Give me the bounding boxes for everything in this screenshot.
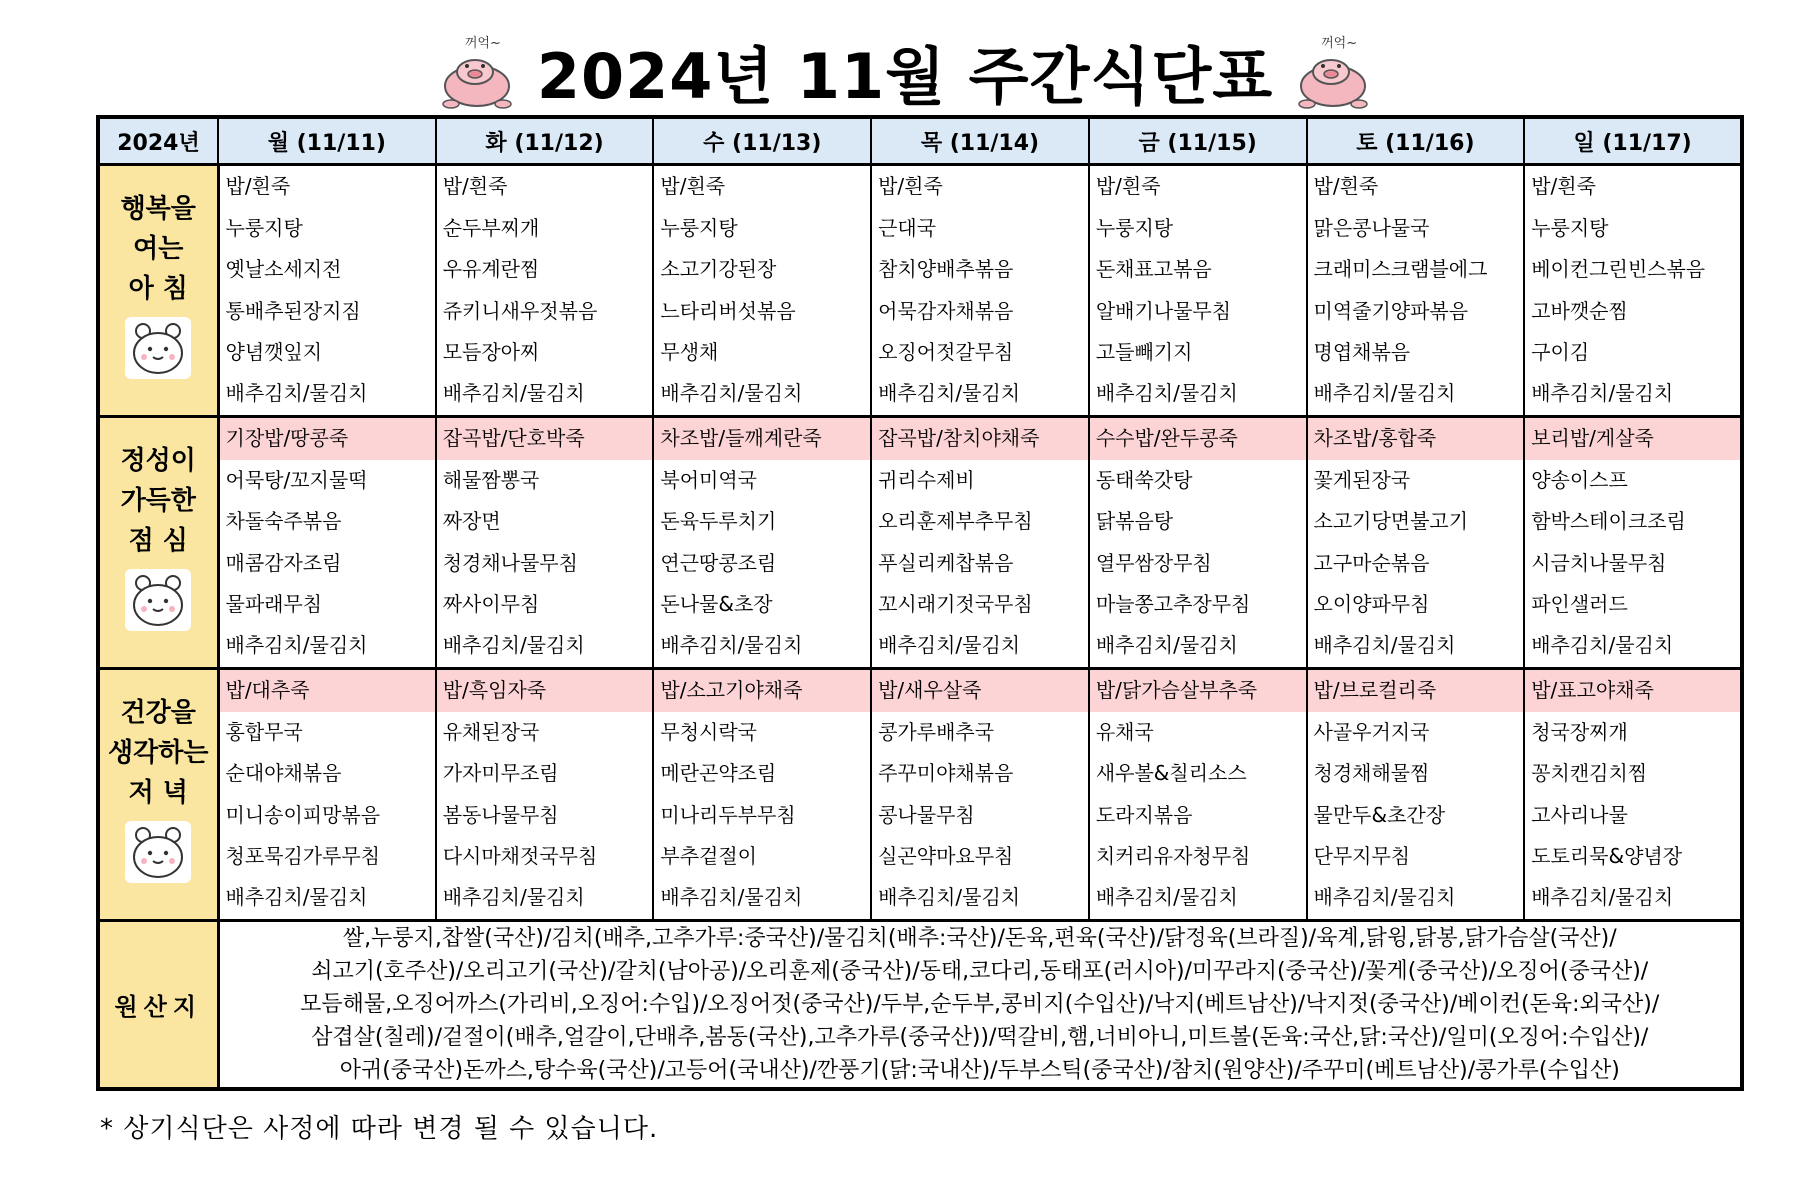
menu-item: 푸실리케찹볶음	[878, 550, 1014, 575]
menu-item: 함박스테이크조림	[1531, 509, 1686, 534]
menu-item-main: 보리밥/게살죽	[1525, 418, 1740, 459]
menu-item: 오이양파무침	[1313, 591, 1430, 616]
menu-item-main: 밥/흰죽	[225, 174, 291, 199]
menu-item-main: 밥/흑임자죽	[437, 670, 653, 711]
menu-item: 통배추된장지짐	[225, 298, 361, 323]
menu-item-main: 밥/브로컬리죽	[1308, 670, 1524, 711]
meal-label-dinner	[98, 669, 218, 921]
menu-cell-dinner-sat	[1307, 669, 1525, 921]
menu-item: 미나리두부무침	[660, 802, 796, 827]
menu-item: 순두부찌개	[442, 215, 540, 240]
menu-item-main: 밥/대추죽	[220, 670, 435, 711]
menu-item: 배추김치/물김치	[442, 633, 585, 658]
menu-item: 치커리유자청무침	[1095, 843, 1251, 868]
menu-item: 쥬키니새우젓볶음	[442, 298, 598, 323]
menu-item: 배추김치/물김치	[1095, 633, 1238, 658]
menu-item-main: 밥/표고야채죽	[1525, 670, 1740, 711]
menu-item: 유채국	[1095, 719, 1154, 744]
menu-item: 배추김치/물김치	[1095, 381, 1238, 406]
menu-item: 동태쑥갓탕	[1095, 467, 1193, 492]
menu-cell-lunch-tue	[436, 417, 654, 669]
menu-item: 오리훈제부추무침	[878, 509, 1033, 534]
menu-item: 누룽지탕	[1531, 215, 1609, 240]
meal-label-line: 건강을	[120, 697, 196, 728]
menu-item: 오징어젓갈무침	[878, 339, 1014, 364]
menu-item: 어묵탕/꼬지물떡	[225, 467, 368, 492]
menu-cell-lunch-thu	[871, 417, 1089, 669]
menu-item: 짜사이무침	[442, 591, 540, 616]
menu-item: 근대국	[878, 215, 937, 240]
origin-text	[218, 921, 1742, 1090]
menu-item: 주꾸미야채볶음	[878, 761, 1014, 786]
menu-item: 차돌숙주볶음	[225, 509, 342, 534]
menu-item: 배추김치/물김치	[1313, 633, 1456, 658]
menu-item: 배추김치/물김치	[660, 885, 803, 910]
menu-item: 모듬장아찌	[442, 339, 540, 364]
menu-item: 매콤감자조림	[225, 550, 342, 575]
menu-item: 구이김	[1531, 339, 1590, 364]
menu-item: 마늘쫑고추장무침	[1095, 591, 1251, 616]
menu-cell-breakfast-thu	[871, 165, 1089, 417]
bear-icon	[123, 567, 193, 633]
menu-item: 새우볼&칠리소스	[1095, 761, 1247, 786]
year-header: 2024년	[98, 117, 218, 165]
menu-item-main: 밥/닭가슴살부추죽	[1090, 670, 1306, 711]
menu-item: 단무지무침	[1313, 843, 1411, 868]
menu-item: 맑은콩나물국	[1313, 215, 1430, 240]
menu-item: 배추김치/물김치	[225, 885, 368, 910]
meal-label-line: 가득한	[120, 485, 196, 516]
menu-item: 물만두&초간장	[1313, 802, 1446, 827]
menu-item-main: 잡곡밥/참치야채죽	[872, 418, 1088, 459]
menu-cell-breakfast-wed	[653, 165, 871, 417]
meal-label-line: 생각하는	[108, 737, 209, 768]
menu-item: 물파래무침	[225, 591, 323, 616]
menu-item: 누룽지탕	[1095, 215, 1174, 240]
menu-item: 가자미무조림	[442, 761, 559, 786]
menu-item: 고들빼기지	[1095, 339, 1193, 364]
menu-item: 청국장찌개	[1531, 719, 1628, 744]
menu-item: 파인샐러드	[1531, 591, 1628, 616]
menu-cell-lunch-sun	[1524, 417, 1742, 669]
menu-item: 열무쌈장무침	[1095, 550, 1212, 575]
menu-item: 배추김치/물김치	[225, 381, 368, 406]
meal-label-line: 저 녁	[128, 777, 188, 808]
weekly-menu-table	[96, 115, 1744, 1091]
menu-item-main: 차조밥/홍합죽	[1308, 418, 1524, 459]
menu-item: 베이컨그린빈스볶음	[1531, 257, 1706, 282]
origin-label: 원산지	[98, 921, 218, 1090]
menu-cell-lunch-fri	[1089, 417, 1307, 669]
menu-cell-dinner-mon	[218, 669, 436, 921]
menu-item-main: 잡곡밥/단호박죽	[437, 418, 653, 459]
menu-item: 무생채	[660, 339, 719, 364]
day-header-sat: 토 (11/16)	[1307, 117, 1525, 165]
menu-item: 봄동나물무침	[442, 802, 559, 827]
menu-cell-breakfast-mon	[218, 165, 436, 417]
menu-item: 꽃게된장국	[1313, 467, 1411, 492]
day-header-wed: 수 (11/13)	[653, 117, 871, 165]
menu-item: 짜장면	[442, 509, 501, 534]
menu-cell-breakfast-sun	[1524, 165, 1742, 417]
meal-label-line: 정성이	[120, 445, 196, 476]
menu-item: 누룽지탕	[225, 215, 303, 240]
menu-item: 유채된장국	[442, 719, 540, 744]
menu-item: 다시마채젓국무침	[442, 843, 598, 868]
menu-item-main: 차조밥/들깨계란죽	[654, 418, 870, 459]
menu-item: 부추겉절이	[660, 843, 758, 868]
menu-item: 도토리묵&양념장	[1531, 843, 1683, 868]
menu-item: 미니송이피망볶음	[225, 802, 381, 827]
meal-label-line: 점 심	[128, 525, 188, 556]
menu-item-main: 밥/소고기야채죽	[654, 670, 870, 711]
menu-cell-dinner-fri	[1089, 669, 1307, 921]
mascot-caption: 꺼억~	[1321, 36, 1358, 51]
origin-row	[98, 921, 1742, 1090]
menu-item: 고구마순볶음	[1313, 550, 1430, 575]
meal-label-line: 아 침	[128, 273, 188, 304]
menu-item: 배추김치/물김치	[1531, 381, 1674, 406]
menu-item: 시금치나물무침	[1531, 550, 1667, 575]
menu-item: 배추김치/물김치	[225, 633, 368, 658]
menu-item: 명엽채볶음	[1313, 339, 1411, 364]
menu-item: 배추김치/물김치	[1313, 885, 1456, 910]
meal-row-dinner	[98, 669, 1742, 921]
menu-item: 배추김치/물김치	[660, 381, 803, 406]
menu-item-main: 밥/새우살죽	[872, 670, 1088, 711]
day-header-sun: 일 (11/17)	[1524, 117, 1742, 165]
menu-cell-lunch-mon	[218, 417, 436, 669]
origin-line: 모듬해물,오징어까스(가리비,오징어:수입)/오징어젓(중국산)/두부,순두부,콩비지(수입산)/낙지(베트남산)/낙지젓(중국산)/베이컨(돈육:외국산)/	[300, 992, 1660, 1017]
menu-cell-dinner-thu	[871, 669, 1089, 921]
meal-row-breakfast	[98, 165, 1742, 417]
menu-cell-breakfast-fri	[1089, 165, 1307, 417]
page-title: 2024년 11월 주간식단표	[536, 39, 1274, 113]
menu-item: 배추김치/물김치	[1531, 885, 1674, 910]
menu-cell-lunch-sat	[1307, 417, 1525, 669]
menu-item: 청경채해물찜	[1313, 761, 1430, 786]
origin-line: 아귀(중국산)돈까스,탕수육(국산)/고등어(국내산)/깐풍기(닭:국내산)/두부스틱(중국산)/참치(원양산)/주꾸미(베트남산)/콩가루(수입산)	[339, 1058, 1620, 1083]
menu-item: 돈육두루치기	[660, 509, 777, 534]
menu-item: 고바깻순찜	[1531, 298, 1628, 323]
menu-item-main: 밥/흰죽	[1095, 174, 1161, 199]
menu-item: 배추김치/물김치	[1095, 885, 1238, 910]
menu-item-main: 밥/흰죽	[878, 174, 943, 199]
day-header-thu: 목 (11/14)	[871, 117, 1089, 165]
menu-item: 고사리나물	[1531, 802, 1628, 827]
menu-item: 해물짬뽕국	[442, 467, 540, 492]
menu-item: 배추김치/물김치	[878, 633, 1021, 658]
menu-item: 꽁치캔김치찜	[1531, 761, 1648, 786]
header-row	[98, 117, 1742, 165]
menu-item: 배추김치/물김치	[1531, 633, 1674, 658]
menu-item: 청경채나물무침	[442, 550, 578, 575]
menu-item-main: 밥/흰죽	[442, 174, 508, 199]
menu-item: 배추김치/물김치	[442, 885, 585, 910]
menu-item: 콩나물무침	[878, 802, 975, 827]
menu-item-main: 밥/흰죽	[660, 174, 726, 199]
pig-mascot-left	[431, 28, 523, 114]
pig-mascot-right	[1287, 28, 1379, 114]
menu-item: 배추김치/물김치	[660, 633, 803, 658]
day-header-fri: 금 (11/15)	[1089, 117, 1307, 165]
menu-item: 꼬시래기젓국무침	[878, 591, 1033, 616]
origin-line: 쇠고기(호주산)/오리고기(국산)/갈치(남아공)/오리훈제(중국산)/동태,코다리,동태포(러시아)/미꾸라지(중국산)/꽃게(중국산)/오징어(중국산)/	[311, 959, 1649, 984]
menu-item-main: 밥/흰죽	[1531, 174, 1596, 199]
menu-item: 배추김치/물김치	[1313, 381, 1456, 406]
menu-item: 누룽지탕	[660, 215, 738, 240]
menu-item: 배추김치/물김치	[442, 381, 585, 406]
menu-item: 소고기강된장	[660, 257, 777, 282]
mascot-caption: 꺼억~	[464, 36, 501, 51]
menu-item: 닭볶음탕	[1095, 509, 1174, 534]
menu-cell-breakfast-sat	[1307, 165, 1525, 417]
menu-item: 홍합무국	[225, 719, 303, 744]
meal-label-lunch	[98, 417, 218, 669]
origin-line: 쌀,누룽지,찹쌀(국산)/김치(배추,고추가루:중국산)/물김치(배추:국산)/돈육,편육(국산)/닭정육(브라질)/육계,닭윙,닭봉,닭가슴살(국산)/	[342, 926, 1617, 951]
menu-item-main: 밥/흰죽	[1313, 174, 1379, 199]
menu-item: 미역줄기양파볶음	[1313, 298, 1469, 323]
menu-item: 양념깻잎지	[225, 339, 323, 364]
menu-item: 콩가루배추국	[878, 719, 995, 744]
menu-item: 귀리수제비	[878, 467, 975, 492]
menu-item: 청포묵김가루무침	[225, 843, 381, 868]
menu-item: 무청시락국	[660, 719, 758, 744]
menu-cell-lunch-wed	[653, 417, 871, 669]
bear-icon	[123, 819, 193, 885]
menu-item: 사골우거지국	[1313, 719, 1430, 744]
menu-item: 돈나물&초장	[660, 591, 773, 616]
menu-item: 느타리버섯볶음	[660, 298, 796, 323]
menu-item: 도라지볶음	[1095, 802, 1193, 827]
title-bar	[0, 28, 1810, 114]
menu-item: 순대야채볶음	[225, 761, 342, 786]
menu-item: 우유계란찜	[442, 257, 540, 282]
menu-item: 메란곤약조림	[660, 761, 777, 786]
menu-item: 북어미역국	[660, 467, 758, 492]
menu-item: 어묵감자채볶음	[878, 298, 1014, 323]
menu-cell-dinner-tue	[436, 669, 654, 921]
menu-item: 양송이스프	[1531, 467, 1628, 492]
menu-item-main: 기장밥/땅콩죽	[220, 418, 435, 459]
menu-cell-breakfast-tue	[436, 165, 654, 417]
meal-label-line: 여는	[133, 233, 184, 264]
day-header-tue: 화 (11/12)	[436, 117, 654, 165]
menu-item: 배추김치/물김치	[878, 381, 1021, 406]
meal-label-line: 행복을	[120, 193, 196, 224]
menu-item: 연근땅콩조림	[660, 550, 777, 575]
menu-item: 배추김치/물김치	[878, 885, 1021, 910]
origin-line: 삼겹살(칠레)/겉절이(배추,얼갈이,단배추,봄동(국산),고추가루(중국산))/떡갈비,햄,너비아니,미트볼(돈육:국산,닭:국산)/일미(오징어:수입산)/	[311, 1025, 1649, 1050]
menu-item: 옛날소세지전	[225, 257, 342, 282]
bear-icon	[123, 315, 193, 381]
meal-row-lunch	[98, 417, 1742, 669]
menu-item: 소고기당면불고기	[1313, 509, 1469, 534]
menu-item: 크래미스크램블에그	[1313, 257, 1488, 282]
menu-item: 실곤약마요무침	[878, 843, 1014, 868]
menu-item-main: 수수밥/완두콩죽	[1090, 418, 1306, 459]
menu-item: 돈채표고볶음	[1095, 257, 1212, 282]
menu-item: 참치양배추볶음	[878, 257, 1014, 282]
footnote: * 상기식단은 사정에 따라 변경 될 수 있습니다.	[100, 1114, 659, 1144]
menu-cell-dinner-sun	[1524, 669, 1742, 921]
menu-cell-dinner-wed	[653, 669, 871, 921]
menu-item: 알배기나물무침	[1095, 298, 1232, 323]
day-header-mon: 월 (11/11)	[218, 117, 436, 165]
meal-label-breakfast	[98, 165, 218, 417]
